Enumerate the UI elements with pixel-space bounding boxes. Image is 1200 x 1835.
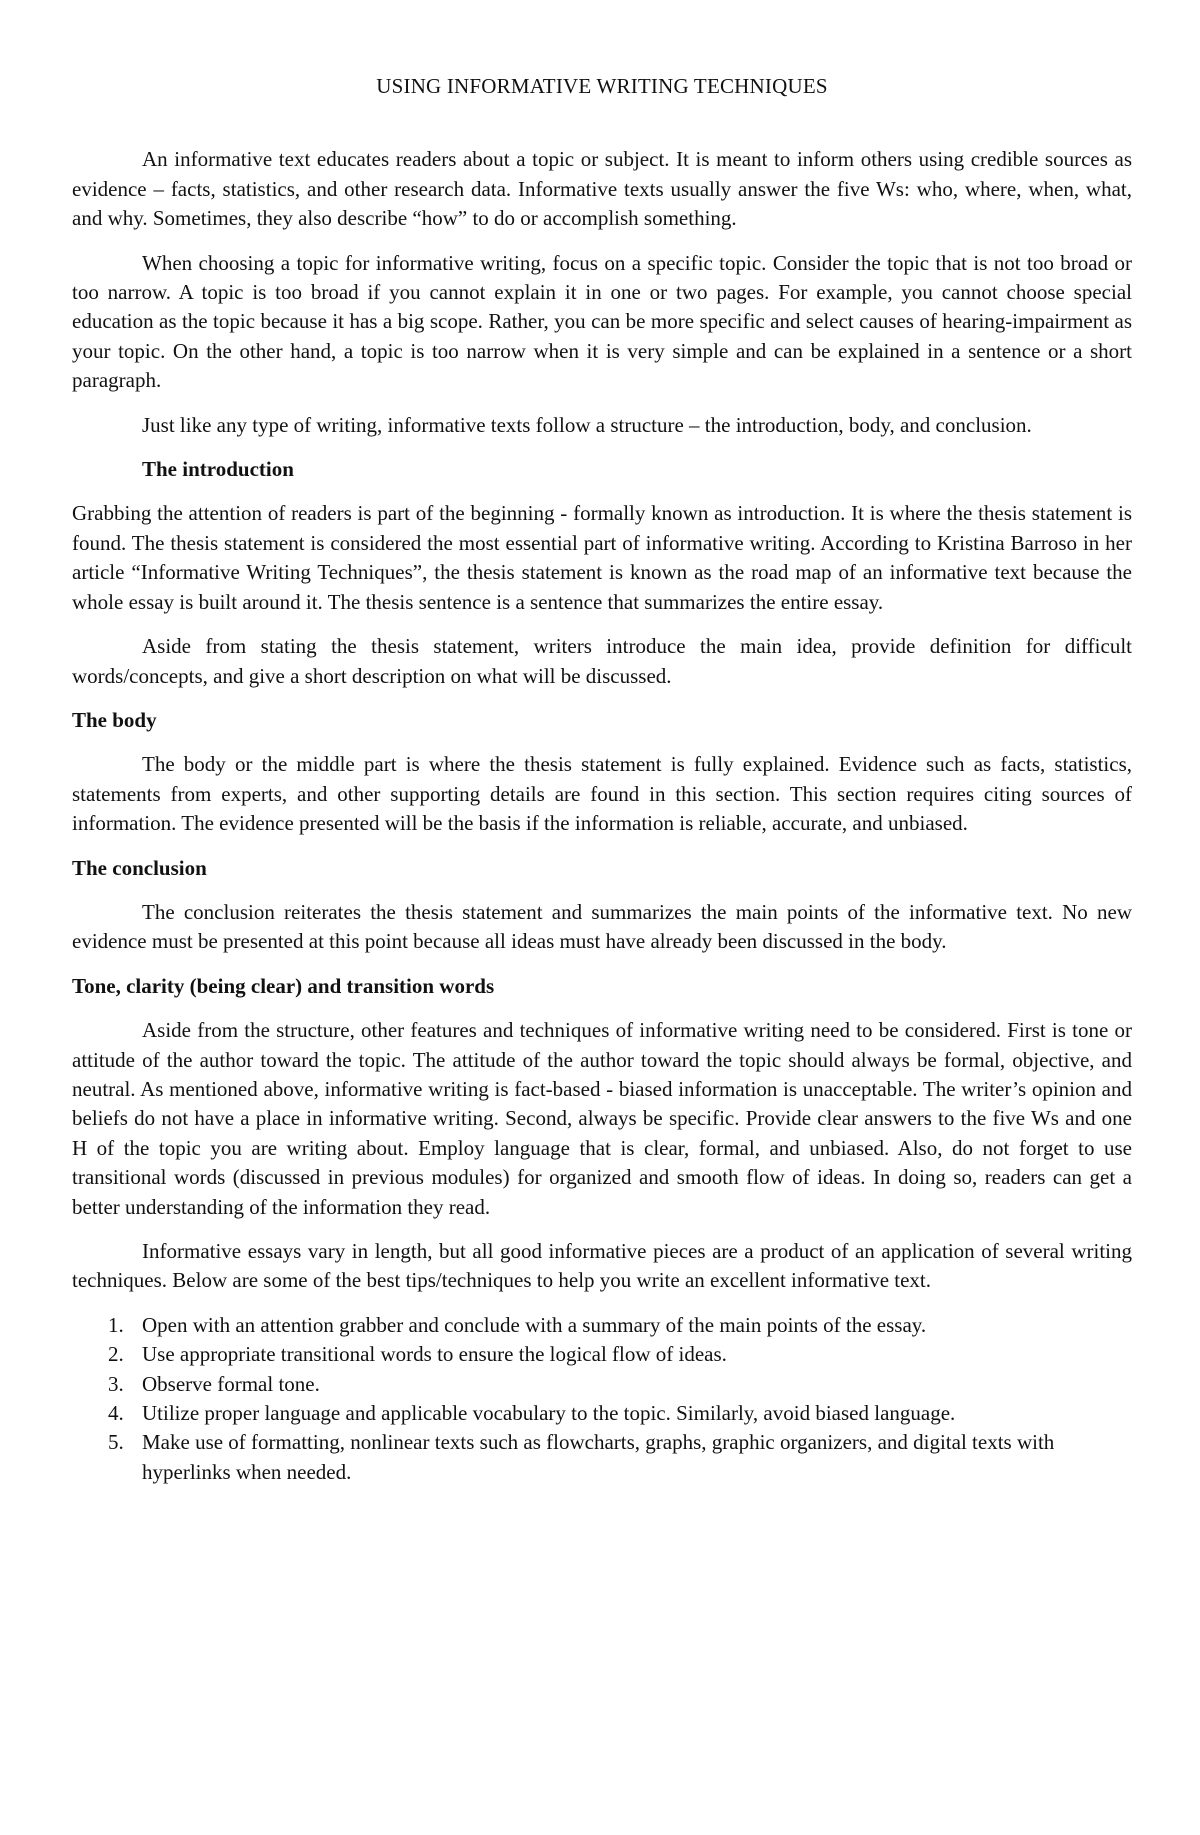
- body-paragraph-1: The body or the middle part is where the thesis statement is fully explained. Evidence such as facts, statistics, statements from experts, and other supporting details are found in this section. This section requires citing sources of information. The evidence presented will be the basis if the information is reliable, accurate, and unbiased.: [72, 752, 1132, 836]
- list-item-text: Use appropriate transitional words to ensure the logical flow of ideas.: [142, 1342, 727, 1367]
- list-item-number: 1.: [108, 1312, 124, 1337]
- list-item-text: Observe formal tone.: [142, 1371, 320, 1396]
- list-item-text: Utilize proper language and applicable vocabulary to the topic. Similarly, avoid biased language.: [142, 1401, 956, 1426]
- list-item-number: 5.: [108, 1430, 124, 1455]
- tone-paragraph-2: Informative essays vary in length, but all good informative pieces are a product of an application of several writing techniques. Below are some of the best tips/techniques to help you write an excellent informative text.: [72, 1239, 1132, 1293]
- tips-list: [72, 1311, 1132, 1487]
- list-item: [72, 1370, 1132, 1399]
- list-item-text: Open with an attention grabber and conclude with a summary of the main points of the essay.: [142, 1312, 927, 1337]
- body-heading: The body: [72, 707, 157, 732]
- introduction-paragraph-1: Grabbing the attention of readers is part of the beginning - formally known as introduction. It is where the thesis statement is found. The thesis statement is considered the most essential part of informative writing. According to Kristina Barroso in her article “Informative Writing Techniques”, the thesis statement is known as the road map of an informative text because the whole essay is built around it. The thesis sentence is a sentence that summarizes the entire essay.: [72, 501, 1132, 614]
- list-item: [72, 1340, 1132, 1369]
- conclusion-heading: The conclusion: [72, 855, 207, 880]
- document-title: USING INFORMATIVE WRITING TECHNIQUES: [376, 74, 828, 98]
- introduction-heading: The introduction: [142, 457, 294, 482]
- tone-heading: Tone, clarity (being clear) and transition words: [72, 973, 495, 998]
- intro-paragraph-3: Just like any type of writing, informative texts follow a structure – the introduction, body, and conclusion.: [142, 412, 1032, 437]
- list-item: [72, 1399, 1132, 1428]
- list-item-text: Make use of formatting, nonlinear texts such as flowcharts, graphs, graphic organizers, and digital texts with hyperlinks when needed.: [142, 1430, 1055, 1484]
- list-item-number: 2.: [108, 1342, 124, 1367]
- document-page: [72, 72, 1132, 1487]
- intro-paragraph-2: When choosing a topic for informative writing, focus on a specific topic. Consider the topic that is not too broad or too narrow. A topic is too broad if you cannot explain it in one or two pages. For example, you cannot choose special education as the topic because it has a big scope. Rather, you can be more specific and select causes of hearing-impairment as your topic. On the other hand, a topic is too narrow when it is very simple and can be explained in a sentence or a short paragraph.: [72, 250, 1132, 393]
- list-item-number: 4.: [108, 1401, 124, 1426]
- introduction-paragraph-2: Aside from stating the thesis statement, writers introduce the main idea, provide definition for difficult words/concepts, and give a short description on what will be discussed.: [72, 634, 1132, 688]
- list-item: [72, 1311, 1132, 1340]
- conclusion-paragraph-1: The conclusion reiterates the thesis statement and summarizes the main points of the informative text. No new evidence must be presented at this point because all ideas must have already been discussed in the body.: [72, 899, 1132, 954]
- tone-paragraph-1: Aside from the structure, other features and techniques of informative writing need to be considered. First is tone or attitude of the author toward the topic. The attitude of the author toward the topic should always be formal, objective, and neutral. As mentioned above, informative writing is fact-based - biased information is unacceptable. The writer’s opinion and beliefs do not have a place in informative writing. Second, always be specific. Provide clear answers to the five Ws and one H of the topic you are writing about. Employ language that is clear, formal, and unbiased. Also, do not forget to use transitional words (discussed in previous modules) for organized and smooth flow of ideas. In doing so, readers can get a better understanding of the information they read.: [72, 1018, 1132, 1219]
- intro-paragraph-1: An informative text educates readers about a topic or subject. It is meant to inform others using credible sources as evidence – facts, statistics, and other research data. Informative texts usually answer the five Ws: who, where, when, what, and why. Sometimes, they also describe “how” to do or accomplish something.: [72, 147, 1132, 231]
- list-item-number: 3.: [108, 1371, 124, 1396]
- list-item: [72, 1428, 1132, 1487]
